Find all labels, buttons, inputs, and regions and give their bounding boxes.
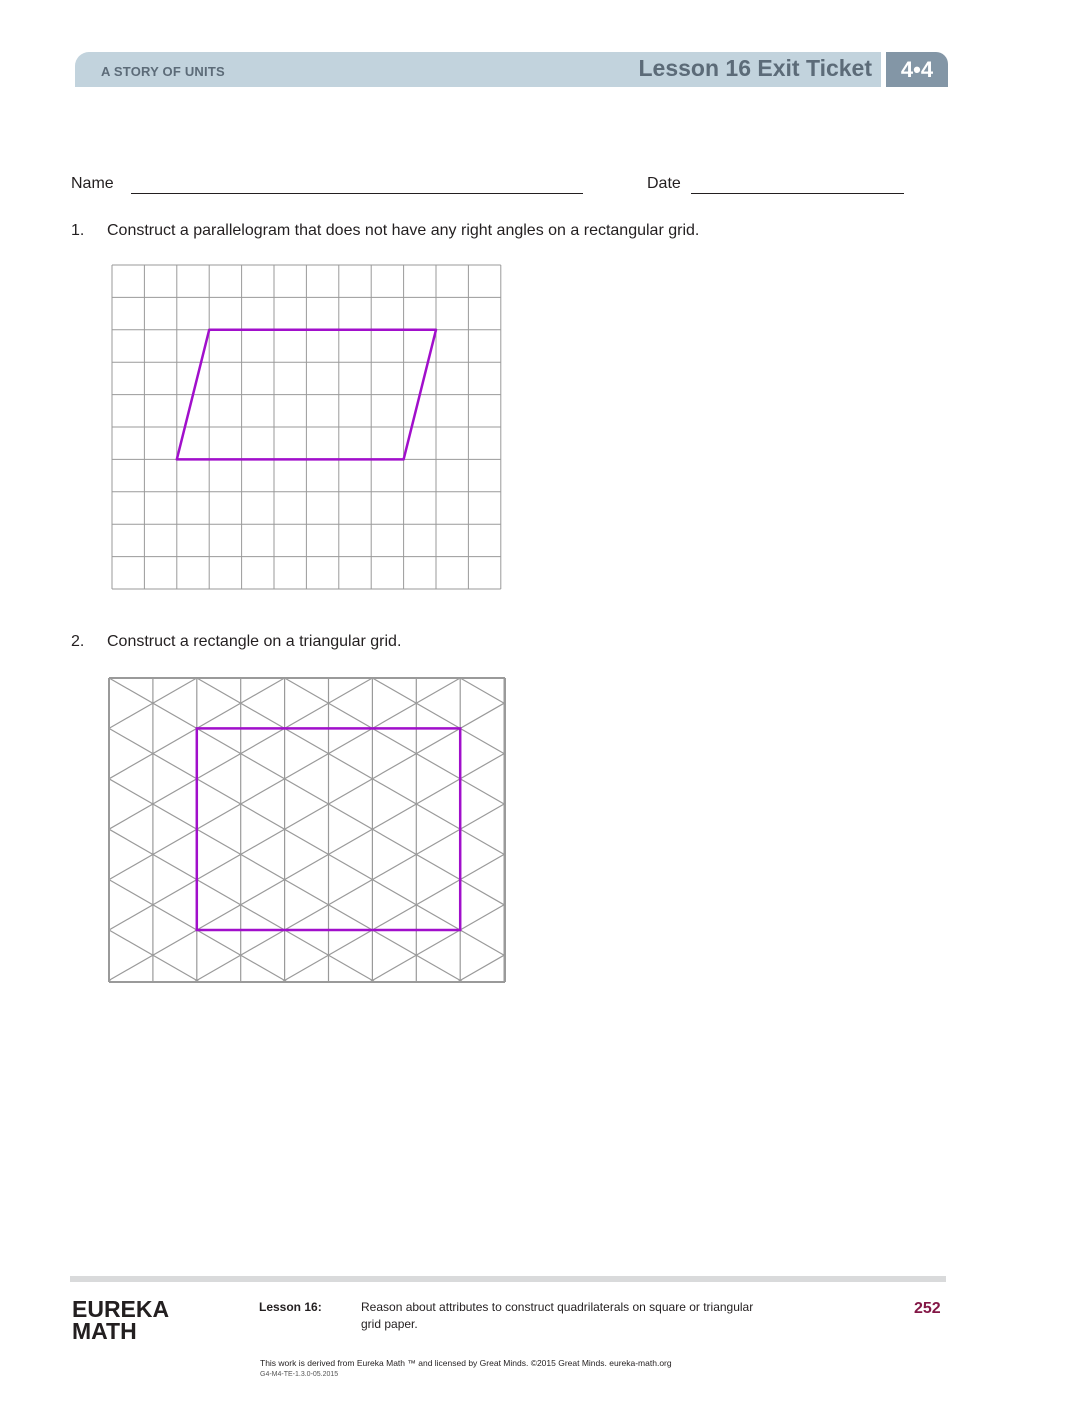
grid-line — [460, 678, 505, 704]
grade-module-badge: 4•4 — [886, 52, 948, 87]
problem-1-number: 1. — [71, 222, 85, 239]
logo-line-2: MATH — [72, 1318, 137, 1341]
grid-line — [282, 854, 505, 982]
grid-line — [457, 955, 505, 982]
name-label: Name — [71, 175, 114, 192]
date-label: Date — [647, 175, 681, 192]
footer-rule — [70, 1276, 946, 1282]
grid-line — [370, 904, 505, 982]
triangular-grid-lines — [109, 678, 505, 982]
grid-line — [372, 678, 505, 754]
eureka-math-logo — [72, 1297, 182, 1341]
problem-1-text: Construct a parallelogram that does not have any right angles on a rectangular grid. — [107, 222, 700, 239]
grid-line — [109, 779, 463, 982]
footer-lesson-label: Lesson 16: — [259, 1300, 322, 1314]
grid-line — [285, 678, 505, 805]
problem-2-text: Construct a rectangle on a triangular grid. — [107, 633, 402, 650]
grid-line — [109, 728, 505, 955]
triangular-grid — [107, 676, 507, 984]
name-field[interactable] — [131, 193, 583, 194]
license-text: This work is derived from Eureka Math ™ and licensed by Great Minds. ©2015 Great Minds. eureka-math.org — [260, 1358, 672, 1368]
grid-line — [109, 703, 505, 930]
rectangular-grid — [110, 263, 502, 590]
grid-line — [109, 829, 375, 982]
document-code: G4-M4-TE-1.3.0-05.2015 — [260, 1371, 339, 1378]
date-field[interactable] — [691, 193, 904, 194]
rectangular-grid-lines — [112, 265, 501, 589]
logo-line-1: EUREKA — [72, 1297, 170, 1322]
problem-2-number: 2. — [71, 633, 85, 650]
grid-line — [109, 930, 200, 982]
lesson-title: Lesson 16 Exit Ticket — [638, 55, 872, 81]
series-title: A STORY OF UNITS — [101, 64, 225, 79]
grid-line — [109, 678, 505, 905]
footer-description: Reason about attributes to construct quadrilaterals on square or triangular grid paper. — [361, 1300, 754, 1331]
page-number: 252 — [914, 1300, 941, 1317]
grid-line — [109, 753, 505, 980]
grid-line — [197, 678, 505, 855]
